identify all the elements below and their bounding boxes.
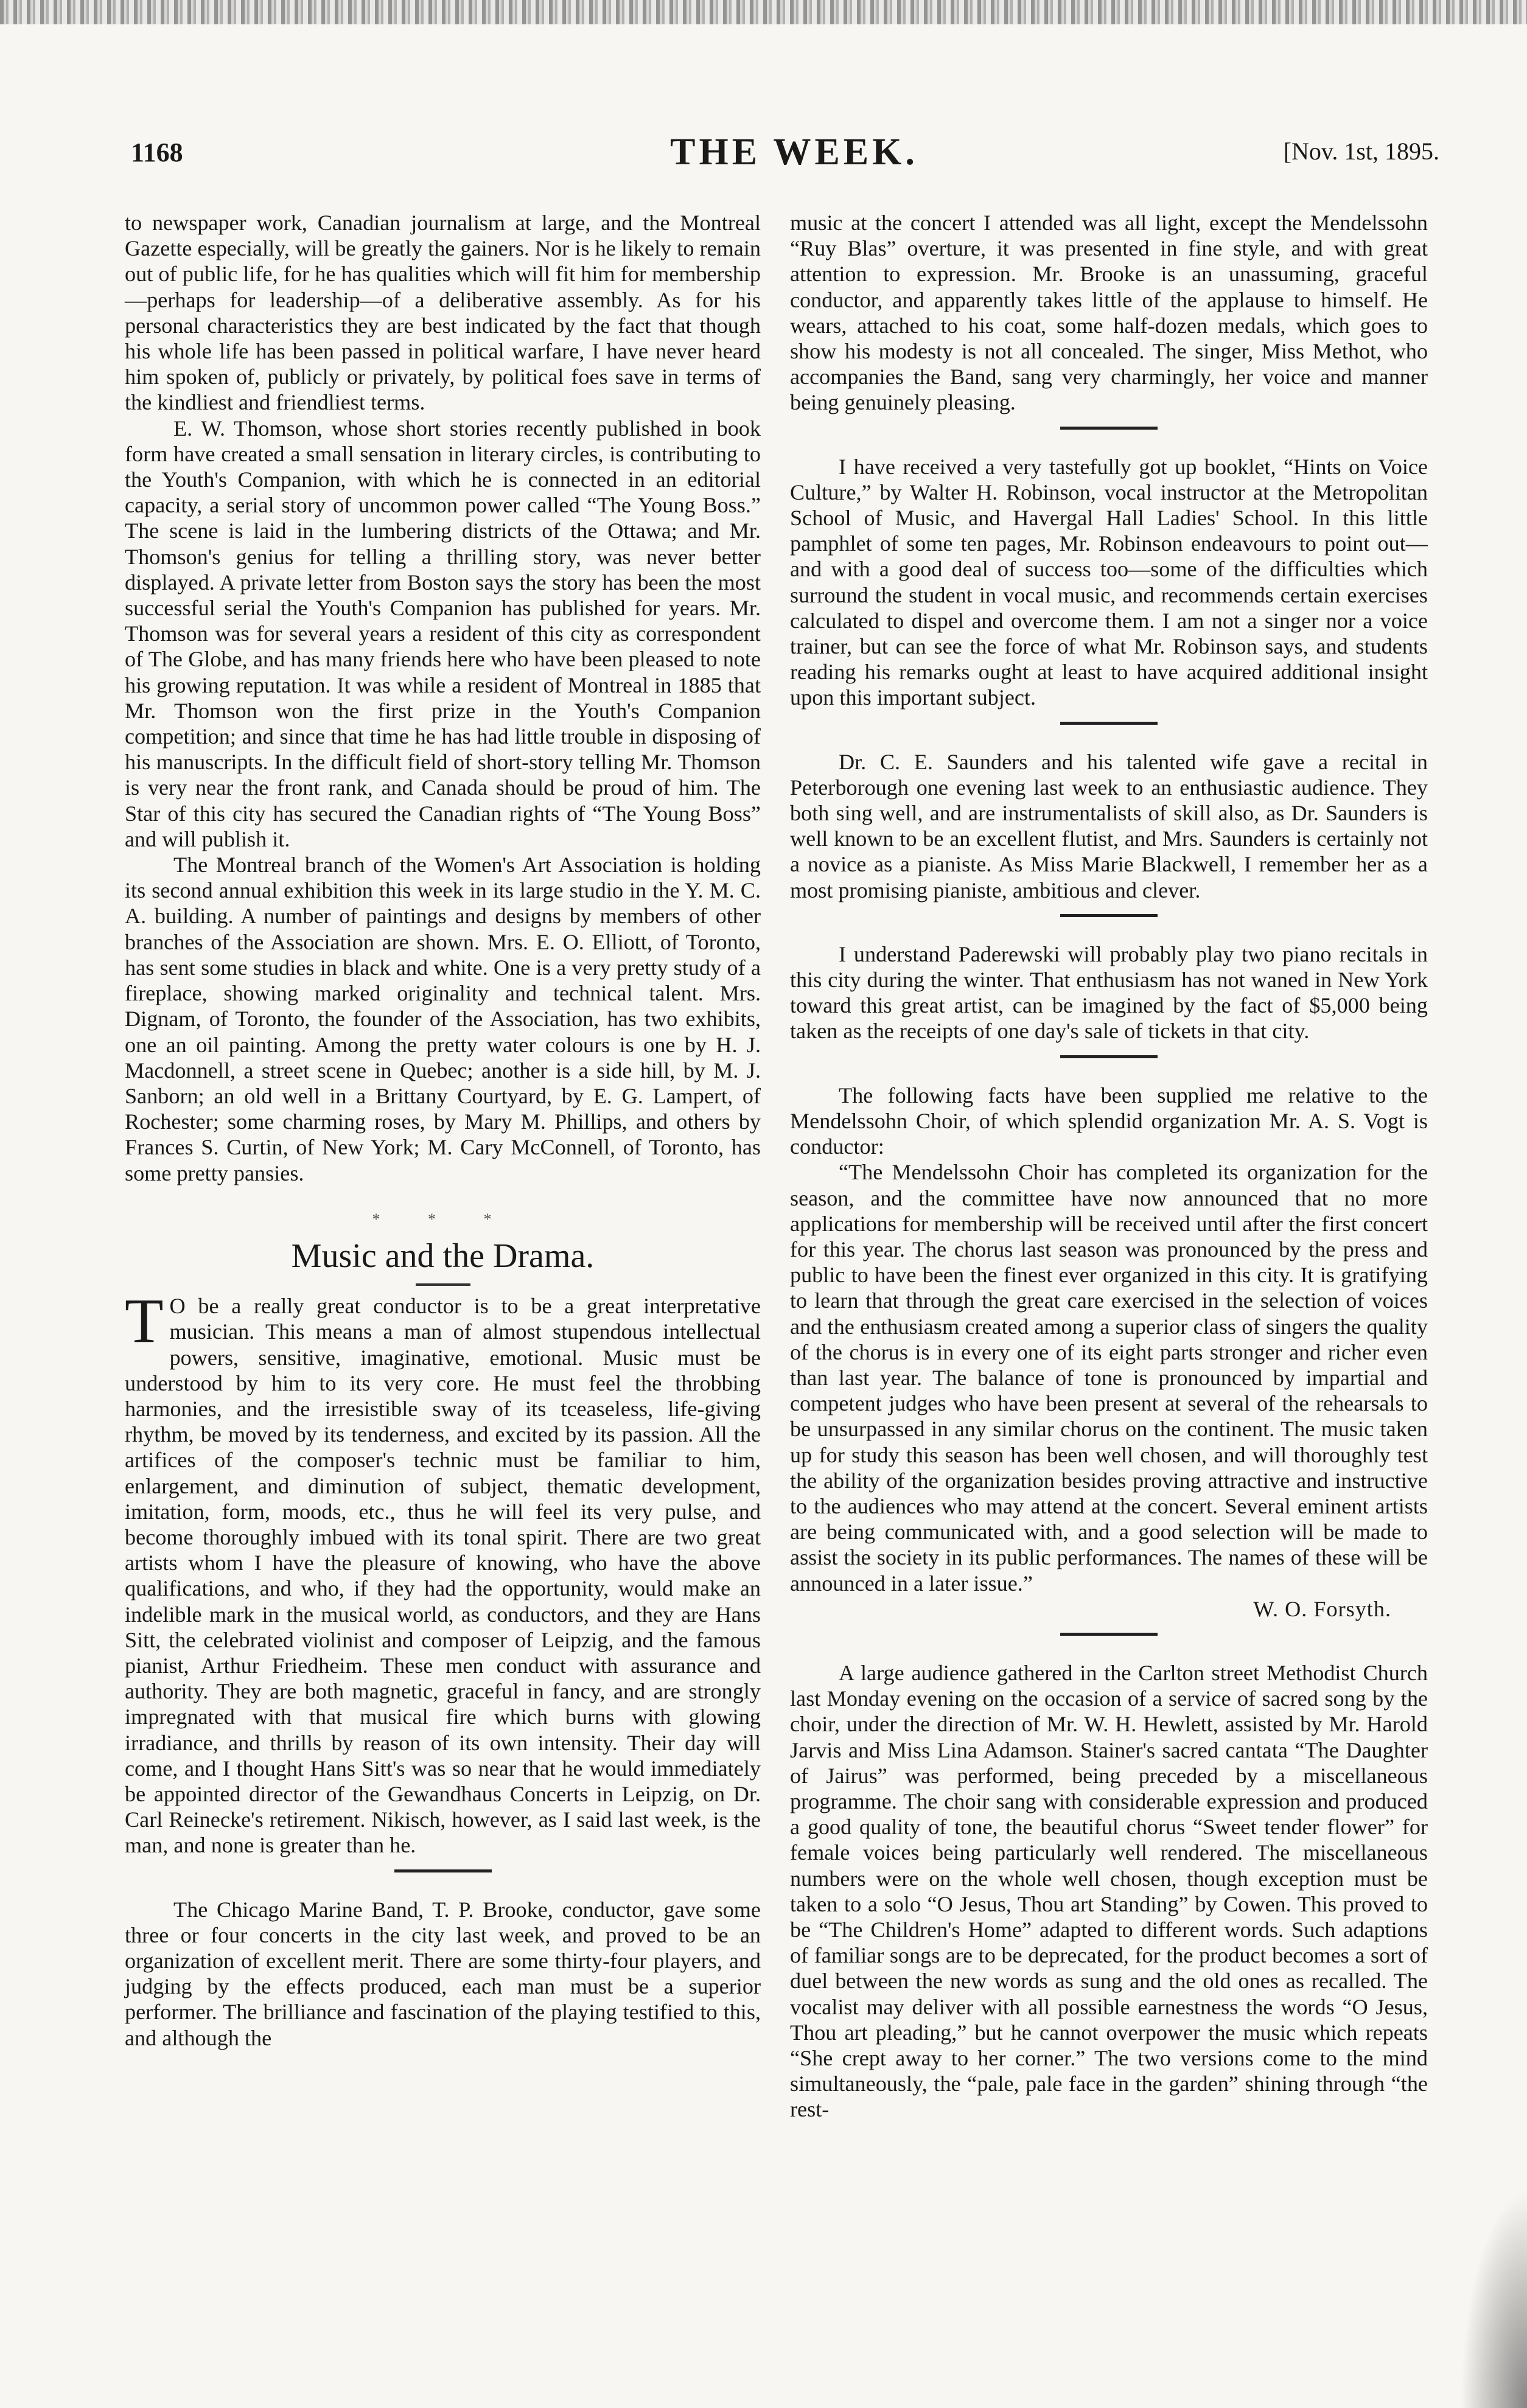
divider-rule [1060,914,1158,917]
quoted-paragraph: “The Mendelssohn Choir has completed its organization for the season, and the committee have now announced that no more applications for membership will be received until after the first concert for this year. The chorus last season was pronounced by the press and public to have been the finest ever organized in this city. It is gratifying to learn that through the great care exercised in the selection of voices and the enthusiasm created among a superior class of singers the quality of the chorus is in every one of its eight parts stronger and richer even than last year. The balance of tone is pronounced by impartial and competent judges who have been present at several of the rehearsals to be unsurpassed in any similar chorus on the continent. The music taken up for study this season has been well chosen, and will thoroughly test the ability of the organization besides proving attractive and instructive to the audiences who may attend at the concert. Several eminent artists are being communicated with, and a good selection will be made to assist the society in its public performances. The names of these will be announced in a later issue.” [790,1160,1428,1596]
divider-rule [1060,1633,1158,1636]
article-paragraph: The Montreal branch of the Women's Art Association is holding its second annual exhibition this week in its large studio in the Y. M. C. A. building. A number of paintings and designs by members of other branches of the Association are shown. Mrs. E. O. Elliott, of Toronto, has sent some studies in black and white. One is a very pretty study of a fireplace, showing marked originality and technical talent. Mrs. Dignam, of Toronto, the founder of the Association, has two exhibits, one an oil painting. Among the pretty water colours is one by H. J. Macdonnell, a street scene in Quebec; another is a side hill, by M. J. Sanborn; an old well in a Brittany Courtyard, by E. G. Lampert, of Rochester; some charming roses, by Mary M. Phillips, and others by Frances S. Curtin, of New York; M. Cary McConnell, of Toronto, has some pretty pansies. [125,853,761,1185]
article-paragraph: E. W. Thomson, whose short stories recently published in book form have created a small sensation in literary circles, is contributing to the Youth's Companion, with which he is connected in an editorial capacity, a serial story of uncommon power called “The Young Boss.” The scene is laid in the lumbering districts of the Ottawa; and Mr. Thomson's genius for telling a thrilling story, was never better displayed. A private letter from Boston says the story has been the most successful serial the Youth's Companion has published for years. Mr. Thomson was for several years a resident of this city as correspondent of The Globe, and has many friends here who have been pleased to note his growing reputation. It was while a resident of Montreal in 1885 that Mr. Thomson won the first prize in the Youth's Companion competition; and since that time he has had little trouble in disposing of his manuscripts. In the difficult field of short-story telling Mr. Thomson is very near the front rank, and Canada should be proud of him. The Star of this city has secured the Canadian rights of “The Young Boss” and will publish it. [125,416,761,851]
divider-rule [1060,1055,1158,1058]
article-paragraph: A large audience gathered in the Carlton street Methodist Church last Monday evening on the occasion of a service of sacred song by the choir, under the direction of Mr. W. H. Hewlett, assisted by Mr. Harold Jarvis and Miss Lina Adamson. Stainer's sacred cantata “The Daughter of Jairus” was performed, being preceded by a miscellaneous programme. The choir sang with considerable expression and produced a good quality of tone, the beautiful chorus “Sweet tender flower” for female voices being particularly well rendered. The miscellaneous numbers were on the whole well chosen, though exception must be taken to a solo “O Jesus, Thou art Standing” by Cowen. This proved to be “The Children's Home” adapted to different words. Such adaptions of familiar songs are to be deprecated, for the product becomes a sort of duel between the new words as sung and the old ones as recalled. The vocalist may deliver with all possible earnestness the words “O Jesus, Thou art pleading,” but he cannot overpower the music which repeats “She crept away to her corner.” The two versions come to the mind simultaneously, the “pale, pale face in the garden” shining through “the rest- [790,1660,1428,2122]
author-signature: W. O. Forsyth. [1253,1596,1391,1621]
divider-rule [394,1869,492,1872]
article-paragraph: The following facts have been supplied me relative to the Mendelssohn Choir, of which splendid organization Mr. A. S. Vogt is conductor: [790,1083,1428,1159]
divider-rule [1060,427,1158,430]
divider-rule [1060,722,1158,725]
masthead: THE WEEK. [670,131,918,173]
page-number: 1168 [131,138,183,167]
drop-cap: T [125,1286,164,1356]
article-paragraph: music at the concert I attended was all light, except the Mendelssohn “Ruy Blas” overture, it was presented in fine style, and with great attention to expression. Mr. Brooke is an unassuming, graceful conductor, and apparently takes little of the applause to himself. He wears, attached to his coat, some half-dozen medals, which goes to show his modesty is not all concealed. The singer, Miss Methot, who accompanies the Band, sang very charmingly, her voice and manner being genuinely pleasing. [790,211,1428,415]
article-paragraph: to newspaper work, Canadian journalism at large, and the Montreal Gazette especially, will be greatly the gainers. Nor is he likely to remain out of public life, for he has qualities which will fit him for membership—perhaps for leadership—of a deliberative assembly. As for his personal characteristics they are best indicated by the fact that though his whole life has been passed in political warfare, I have never heard him spoken of, publicly or privately, by political foes save in terms of the kindliest and friendliest terms. [125,211,761,415]
article-paragraph: I understand Paderewski will probably play two piano recitals in this city during the winter. That enthusiasm has not waned in New York toward this great artist, can be imagined by the fact of $5,000 being taken as the receipts of one day's sale of tickets in that city. [790,941,1428,1044]
title-underline [416,1283,470,1286]
page-edge-shadow [1460,2191,1527,2408]
article-paragraph: The Chicago Marine Band, T. P. Brooke, conductor, gave some three or four concerts in the city last week, and proved to be an organization of excellent merit. There are some thirty-four players, and judging by the effects produced, each man must be a superior performer. The brilliance and fascination of the playing testified to this, and although the [125,1897,761,2050]
article-paragraph: Dr. C. E. Saunders and his talented wife gave a recital in Peterborough one evening last week to an enthusiastic audience. They both sing well, and are instrumentalists of skill also, as Dr. Saunders is well known to be an excellent flutist, and Mrs. Saunders is certainly not a novice as a pianiste. As Miss Marie Blackwell, I remember her as a most promising pianiste, ambitious and clever. [790,749,1428,902]
left-column [125,210,761,2051]
section-ornament: * * * [372,1210,514,1228]
section-title: Music and the Drama. [291,1237,595,1275]
article-paragraph [125,1286,761,1858]
page-header [131,131,1458,180]
article-paragraph: I have received a very tastefully got up booklet, “Hints on Voice Culture,” by Walter H. Robinson, vocal instructor at the Metropolitan School of Music, and Havergal Hall Ladies' School. In this little pamphlet of some ten pages, Mr. Robinson endeavours to point out—and with a good deal of success too—some of the difficulties which surround the student in vocal music, and recommends certain exercises calculated to dispel and overcome them. I am not a singer nor a voice trainer, but can see the force of what Mr. Robinson says, and students reading his remarks ought at least to have acquired additional insight upon this important subject. [790,454,1428,710]
right-column [790,210,1428,2123]
issue-date: [Nov. 1st, 1895. [1283,138,1439,165]
torn-top-edge [0,0,1527,24]
paragraph-text: O be a really great conductor is to be a great interpretative musician. This means a man of almost stupendous intellectual powers, sensitive, imaginative, emotional. Music must be understood by him to its very core. He must feel the throbbing harmonies, and the irresistible sway of its tceaseless, life-giving rhythm, be moved by its tenderness, and excited by its passion. All the artifices of the composer's technic must be familiar to him, enlargement, and diminution of subject, thematic development, imitation, form, moods, etc., thus he will feel its very pulse, and become thoroughly imbued with its tonal spirit. There are two great artists whom I have the pleasure of knowing, who have the above qualifications, and who, if they had the opportunity, would make an indelible mark in the musical world, as conductors, and they are Hans Sitt, the celebrated violinist and composer of Leipzig, and the famous pianist, Arthur Friedheim. These men conduct with assurance and authority. They are both magnetic, graceful in fancy, and are strongly impregnated with that musical fire which burns with glowing irradiance, and thrills by reason of its own intensity. Their day will come, and I thought Hans Sitt's was so near that he would immediately be appointed director of the Gewandhaus Concerts in Leipzig, on Dr. Carl Reinecke's retirement. Nikisch, however, as I said last week, is the man, and none is greater than he. [125,1294,761,1858]
